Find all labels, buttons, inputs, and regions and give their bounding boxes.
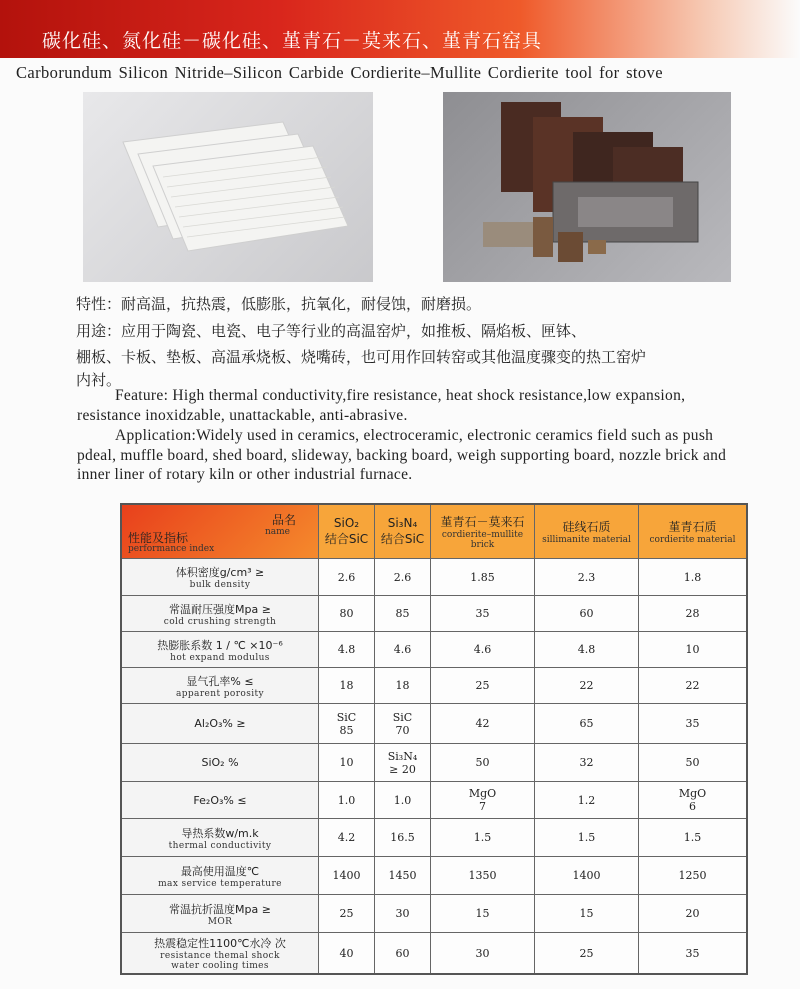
value-cell bbox=[375, 782, 431, 818]
value-cell bbox=[319, 744, 375, 781]
table-row bbox=[122, 782, 746, 819]
value-cell bbox=[319, 559, 375, 595]
cell-value: MgO bbox=[678, 787, 707, 800]
header-name-zh: 品名 bbox=[271, 513, 296, 527]
value-cell bbox=[535, 819, 639, 856]
cell-value: 1.85 bbox=[470, 570, 495, 584]
cell-value: 1.8 bbox=[683, 570, 702, 584]
cell-value: 25 bbox=[339, 907, 354, 920]
value-cell bbox=[431, 632, 535, 667]
value-cell bbox=[431, 857, 535, 894]
value-cell bbox=[431, 668, 535, 703]
value-cell bbox=[535, 559, 639, 595]
usage-zh-line1: 用途：应用于陶瓷、电瓷、电子等行业的高温窑炉，如推板、隔焰板、匣钵、 bbox=[76, 322, 587, 340]
table-row bbox=[122, 857, 746, 895]
value-cell bbox=[431, 933, 535, 973]
header-col-2 bbox=[375, 505, 431, 558]
cell-value: 22 bbox=[579, 679, 594, 692]
cell-value: 30 bbox=[475, 946, 490, 960]
features-zh: 特性：耐高温，抗热震，低膨胀，抗氧化，耐侵蚀，耐磨损。 bbox=[76, 295, 482, 313]
table-row bbox=[122, 559, 746, 596]
header-col-4 bbox=[535, 505, 639, 558]
row-label-cell bbox=[122, 632, 319, 667]
value-cell bbox=[319, 704, 375, 743]
cell-value: 42 bbox=[475, 717, 490, 730]
row-label-zh: 热膨胀系数 1 / ℃ ×10⁻⁶ bbox=[157, 638, 283, 652]
cell-value: 2.6 bbox=[393, 570, 412, 584]
value-cell bbox=[375, 857, 431, 894]
row-label-cell bbox=[122, 895, 319, 932]
header-col-5-line2: cordierite material bbox=[649, 535, 736, 545]
header-perf-zh: 性能及指标 bbox=[128, 531, 189, 545]
cell-value: 20 bbox=[685, 907, 700, 920]
row-label-cell bbox=[122, 782, 319, 818]
value-cell bbox=[319, 782, 375, 818]
header-col-1-line2: 结合SiC bbox=[324, 532, 369, 546]
value-cell bbox=[375, 744, 431, 781]
value-cell bbox=[375, 632, 431, 667]
value-cell bbox=[375, 819, 431, 856]
header-col-4-line2: sillimanite material bbox=[542, 535, 631, 545]
cell-value: 60 bbox=[395, 946, 410, 960]
value-cell bbox=[375, 895, 431, 932]
usage-zh-line2: 棚板、卡板、垫板、高温承烧板、烧嘴砖，也可用作回转窑或其他温度骤变的热工窑炉 bbox=[76, 348, 647, 366]
value-cell bbox=[535, 933, 639, 973]
value-cell bbox=[639, 744, 746, 781]
product-photo-white-plates bbox=[83, 92, 373, 282]
cell-value: 4.6 bbox=[393, 643, 412, 656]
header-corner-cell bbox=[122, 505, 319, 558]
row-label-zh: 显气孔率% ≤ bbox=[186, 674, 254, 688]
cell-value: 1450 bbox=[388, 869, 417, 882]
row-label-cell bbox=[122, 744, 319, 781]
cell-value: 7 bbox=[479, 800, 486, 813]
header-perf-en: performance index bbox=[128, 544, 215, 554]
value-cell bbox=[535, 782, 639, 818]
cell-value: 85 bbox=[339, 723, 354, 737]
value-cell bbox=[639, 704, 746, 743]
value-cell bbox=[431, 559, 535, 595]
value-cell bbox=[535, 857, 639, 894]
cell-value: 35 bbox=[685, 946, 700, 960]
row-label-en: MOR bbox=[207, 916, 233, 927]
page-title: 碳化硅、氮化硅－碳化硅、堇青石－莫来石、堇青石窑具 bbox=[42, 30, 543, 52]
value-cell bbox=[319, 819, 375, 856]
properties-table bbox=[120, 503, 748, 975]
header-col-1 bbox=[319, 505, 375, 558]
table-row bbox=[122, 933, 746, 973]
english-subtitle: Carborundum Silicon Nitride–Silicon Carbide Cordierite–Mullite Cordierite tool for stove bbox=[16, 63, 663, 82]
cell-value: 15 bbox=[579, 907, 594, 920]
table-row bbox=[122, 744, 746, 782]
cell-value: 15 bbox=[475, 907, 490, 920]
value-cell bbox=[431, 704, 535, 743]
row-label-en: cold crushing strength bbox=[163, 616, 277, 627]
row-label-cell bbox=[122, 857, 319, 894]
value-cell bbox=[639, 857, 746, 894]
value-cell bbox=[375, 559, 431, 595]
cell-value: 32 bbox=[579, 756, 594, 769]
table-row bbox=[122, 596, 746, 632]
cell-value: 18 bbox=[339, 679, 354, 692]
table-row bbox=[122, 895, 746, 933]
value-cell bbox=[535, 895, 639, 932]
cell-value: 1400 bbox=[572, 869, 601, 882]
cell-value: 1350 bbox=[468, 869, 497, 882]
value-cell bbox=[431, 782, 535, 818]
row-label-cell bbox=[122, 819, 319, 856]
row-label-cell bbox=[122, 704, 319, 743]
cell-value: 4.2 bbox=[337, 831, 356, 844]
application-en bbox=[77, 426, 747, 485]
value-cell bbox=[319, 895, 375, 932]
cell-value: 16.5 bbox=[390, 831, 415, 844]
row-label-en: resistance themal shock bbox=[160, 951, 280, 961]
row-label-cell bbox=[122, 668, 319, 703]
row-label-en: max service temperature bbox=[158, 878, 282, 889]
header-col-5 bbox=[639, 505, 746, 558]
cell-value: 10 bbox=[685, 643, 700, 656]
cell-value: 65 bbox=[579, 717, 594, 730]
cell-value: 10 bbox=[339, 756, 354, 769]
row-label-zh: Al₂O₃% ≥ bbox=[194, 717, 246, 730]
cell-value: 1.0 bbox=[393, 793, 412, 807]
title-banner bbox=[0, 0, 800, 58]
application-en-text: Application:Widely used in ceramics, electroceramic, electronic ceramics field such as push pdeal, muffle board, shed board, slideway, backing board, weigh supporting board, nozzle brick and inner liner of rotary kiln or other industrial furnace. bbox=[77, 427, 727, 483]
cell-value: 30 bbox=[395, 907, 410, 920]
feature-en bbox=[77, 386, 747, 425]
header-col-3-line3: brick bbox=[470, 540, 495, 550]
cell-value: 18 bbox=[395, 679, 410, 692]
value-cell bbox=[375, 704, 431, 743]
cell-value: 80 bbox=[339, 607, 354, 620]
value-cell bbox=[319, 668, 375, 703]
value-cell bbox=[319, 596, 375, 631]
value-cell bbox=[535, 668, 639, 703]
value-cell bbox=[319, 632, 375, 667]
cell-value: 6 bbox=[689, 800, 696, 813]
value-cell bbox=[639, 933, 746, 973]
value-cell bbox=[639, 559, 746, 595]
header-name-en: name bbox=[264, 527, 290, 537]
value-cell bbox=[535, 596, 639, 631]
row-label-cell bbox=[122, 933, 319, 973]
cell-value: 35 bbox=[475, 607, 490, 620]
cell-value: MgO bbox=[468, 787, 497, 800]
value-cell bbox=[535, 704, 639, 743]
row-label-zh: Fe₂O₃% ≤ bbox=[193, 793, 247, 807]
header-col-3-line1: 堇青石－莫来石 bbox=[440, 515, 525, 529]
value-cell bbox=[319, 857, 375, 894]
row-label-zh: 体积密度g/cm³ ≥ bbox=[175, 566, 265, 579]
row-label-zh: 热震稳定性1100℃水冷 次 bbox=[154, 937, 286, 950]
cell-value: SiC bbox=[336, 710, 357, 724]
product-photo-sic-kiln-furniture bbox=[443, 92, 731, 282]
header-col-4-line1: 硅线石质 bbox=[562, 520, 611, 534]
cell-value: 50 bbox=[475, 756, 490, 769]
cell-value: 22 bbox=[685, 679, 700, 692]
row-label-zh: 常温耐压强度Mpa ≥ bbox=[169, 602, 271, 616]
value-cell bbox=[431, 596, 535, 631]
table-row bbox=[122, 819, 746, 857]
value-cell bbox=[639, 668, 746, 703]
cell-value: 28 bbox=[685, 607, 700, 620]
value-cell bbox=[319, 933, 375, 973]
cell-value: 85 bbox=[395, 607, 410, 620]
value-cell bbox=[639, 819, 746, 856]
header-col-3 bbox=[431, 505, 535, 558]
cell-value: 1400 bbox=[332, 869, 361, 882]
usage-zh-line3: 内衬。 bbox=[76, 371, 122, 389]
cell-value: 50 bbox=[685, 756, 700, 769]
row-label-en: water cooling times bbox=[171, 961, 269, 971]
cell-value: 40 bbox=[339, 946, 354, 960]
value-cell bbox=[431, 895, 535, 932]
table-row bbox=[122, 632, 746, 668]
value-cell bbox=[639, 632, 746, 667]
table-row bbox=[122, 668, 746, 704]
header-col-3-line2: cordierite–mullite bbox=[441, 530, 524, 540]
cell-value: 4.8 bbox=[337, 643, 356, 656]
cell-value: 1250 bbox=[678, 869, 707, 882]
row-label-zh: 常温抗折温度Mpa ≥ bbox=[169, 902, 271, 916]
row-label-en: apparent porosity bbox=[175, 688, 265, 699]
cell-value: 60 bbox=[579, 607, 594, 620]
cell-value: 1.5 bbox=[577, 831, 596, 844]
value-cell bbox=[639, 895, 746, 932]
row-label-en: hot expand modulus bbox=[170, 652, 270, 663]
header-col-2-line1: Si₃N₄ bbox=[387, 516, 418, 530]
cell-value: 1.2 bbox=[577, 793, 596, 807]
row-label-zh: 最高使用温度℃ bbox=[180, 864, 260, 878]
cell-value: Si₃N₄ bbox=[387, 749, 418, 763]
row-label-cell bbox=[122, 559, 319, 595]
value-cell bbox=[535, 744, 639, 781]
cell-value: 25 bbox=[579, 946, 594, 960]
table-header-row bbox=[122, 505, 746, 559]
cell-value: 35 bbox=[685, 717, 700, 730]
value-cell bbox=[431, 744, 535, 781]
cell-value: 4.6 bbox=[473, 643, 492, 656]
header-col-5-line1: 堇青石质 bbox=[668, 520, 717, 534]
cell-value: ≥ 20 bbox=[389, 762, 416, 776]
row-label-zh: SiO₂ % bbox=[201, 756, 239, 769]
value-cell bbox=[375, 596, 431, 631]
value-cell bbox=[375, 933, 431, 973]
row-label-en: bulk density bbox=[189, 580, 251, 590]
cell-value: 1.0 bbox=[337, 793, 356, 807]
value-cell bbox=[431, 819, 535, 856]
cell-value: 25 bbox=[475, 679, 490, 692]
cell-value: SiC bbox=[392, 710, 413, 724]
cell-value: 1.5 bbox=[473, 831, 492, 844]
cell-value: 2.3 bbox=[577, 570, 596, 584]
header-col-2-line2: 结合SiC bbox=[380, 532, 425, 546]
cell-value: 1.5 bbox=[683, 831, 702, 844]
row-label-zh: 导热系数w/m.k bbox=[181, 826, 259, 840]
value-cell bbox=[535, 632, 639, 667]
row-label-cell bbox=[122, 596, 319, 631]
feature-en-text: Feature: High thermal conductivity,fire resistance, heat shock resistance,low expansion, resistance inoxidzable, unattackable, anti-abrasive. bbox=[77, 387, 686, 424]
table-row bbox=[122, 704, 746, 744]
value-cell bbox=[375, 668, 431, 703]
header-col-1-line1: SiO₂ bbox=[333, 516, 360, 530]
value-cell bbox=[639, 782, 746, 818]
cell-value: 70 bbox=[395, 723, 410, 737]
row-label-en: thermal conductivity bbox=[168, 840, 272, 851]
cell-value: 4.8 bbox=[577, 643, 596, 656]
value-cell bbox=[639, 596, 746, 631]
cell-value: 2.6 bbox=[337, 570, 356, 584]
